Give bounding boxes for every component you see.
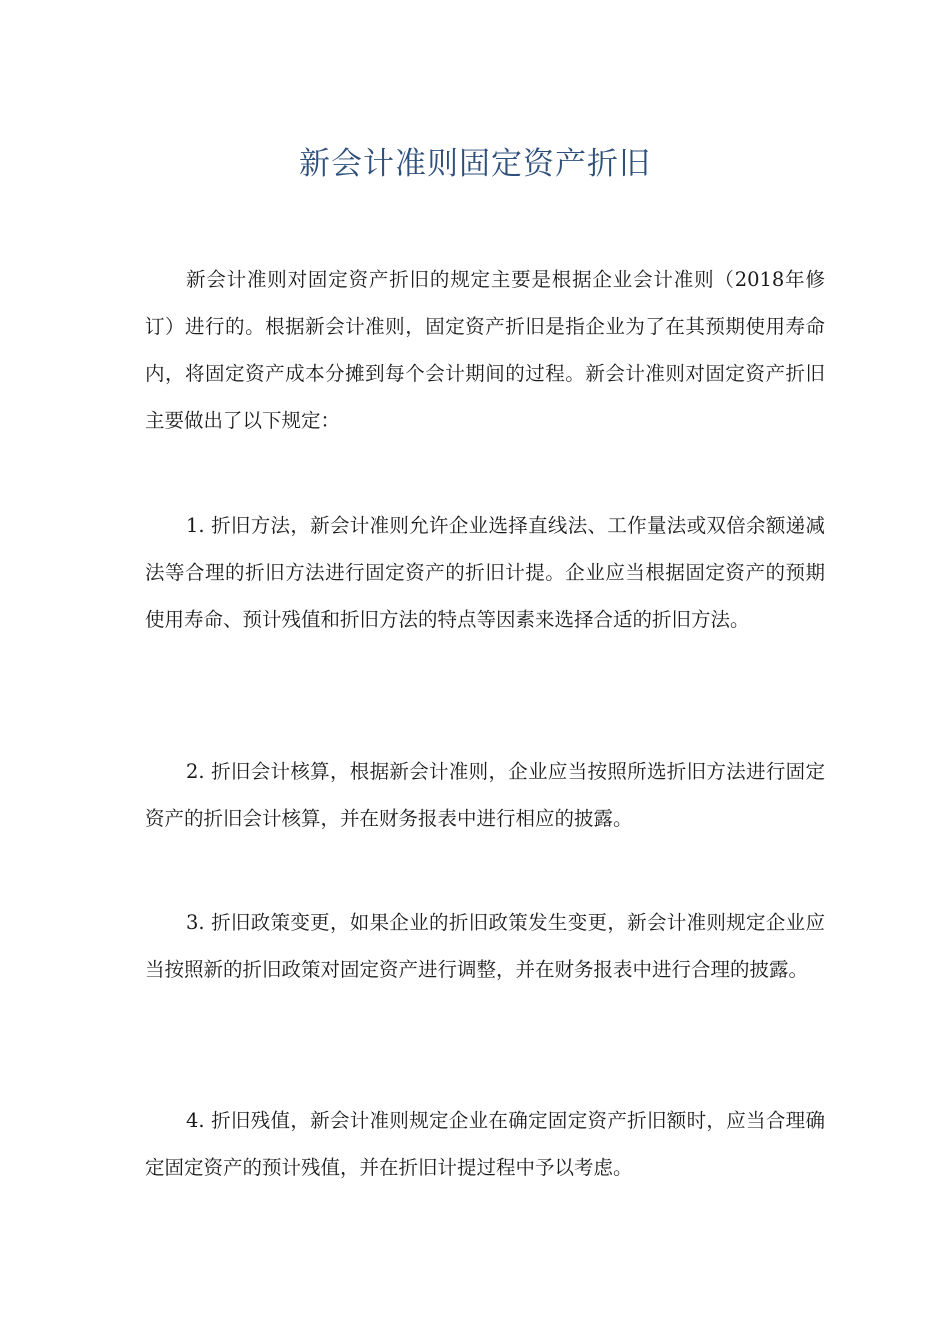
rule-item-residual-value: 4. 折旧残值，新会计准则规定企业在确定固定资产折旧额时，应当合理确定固定资产的预计残值，并在折旧计提过程中予以考虑。 [145, 1109, 825, 1179]
document-title: 新会计准则固定资产折旧 [299, 146, 651, 182]
rule-item-depreciation-accounting: 2. 折旧会计核算，根据新会计准则，企业应当按照所选折旧方法进行固定资产的折旧会计核算，并在财务报表中进行相应的披露。 [145, 760, 825, 830]
rule-item-policy-change: 3. 折旧政策变更，如果企业的折旧政策发生变更，新会计准则规定企业应当按照新的折旧政策对固定资产进行调整，并在财务报表中进行合理的披露。 [145, 911, 825, 981]
intro-paragraph: 新会计准则对固定资产折旧的规定主要是根据企业会计准则（2018年修订）进行的。根据新会计准则，固定资产折旧是指企业为了在其预期使用寿命内，将固定资产成本分摊到每个会计期间的过程。新会计准则对固定资产折旧主要做出了以下规定： [145, 268, 825, 432]
rule-item-depreciation-method: 1. 折旧方法，新会计准则允许企业选择直线法、工作量法或双倍余额递减法等合理的折旧方法进行固定资产的折旧计提。企业应当根据固定资产的预期使用寿命、预计残值和折旧方法的特点等因素来选择合适的折旧方法。 [145, 514, 825, 631]
